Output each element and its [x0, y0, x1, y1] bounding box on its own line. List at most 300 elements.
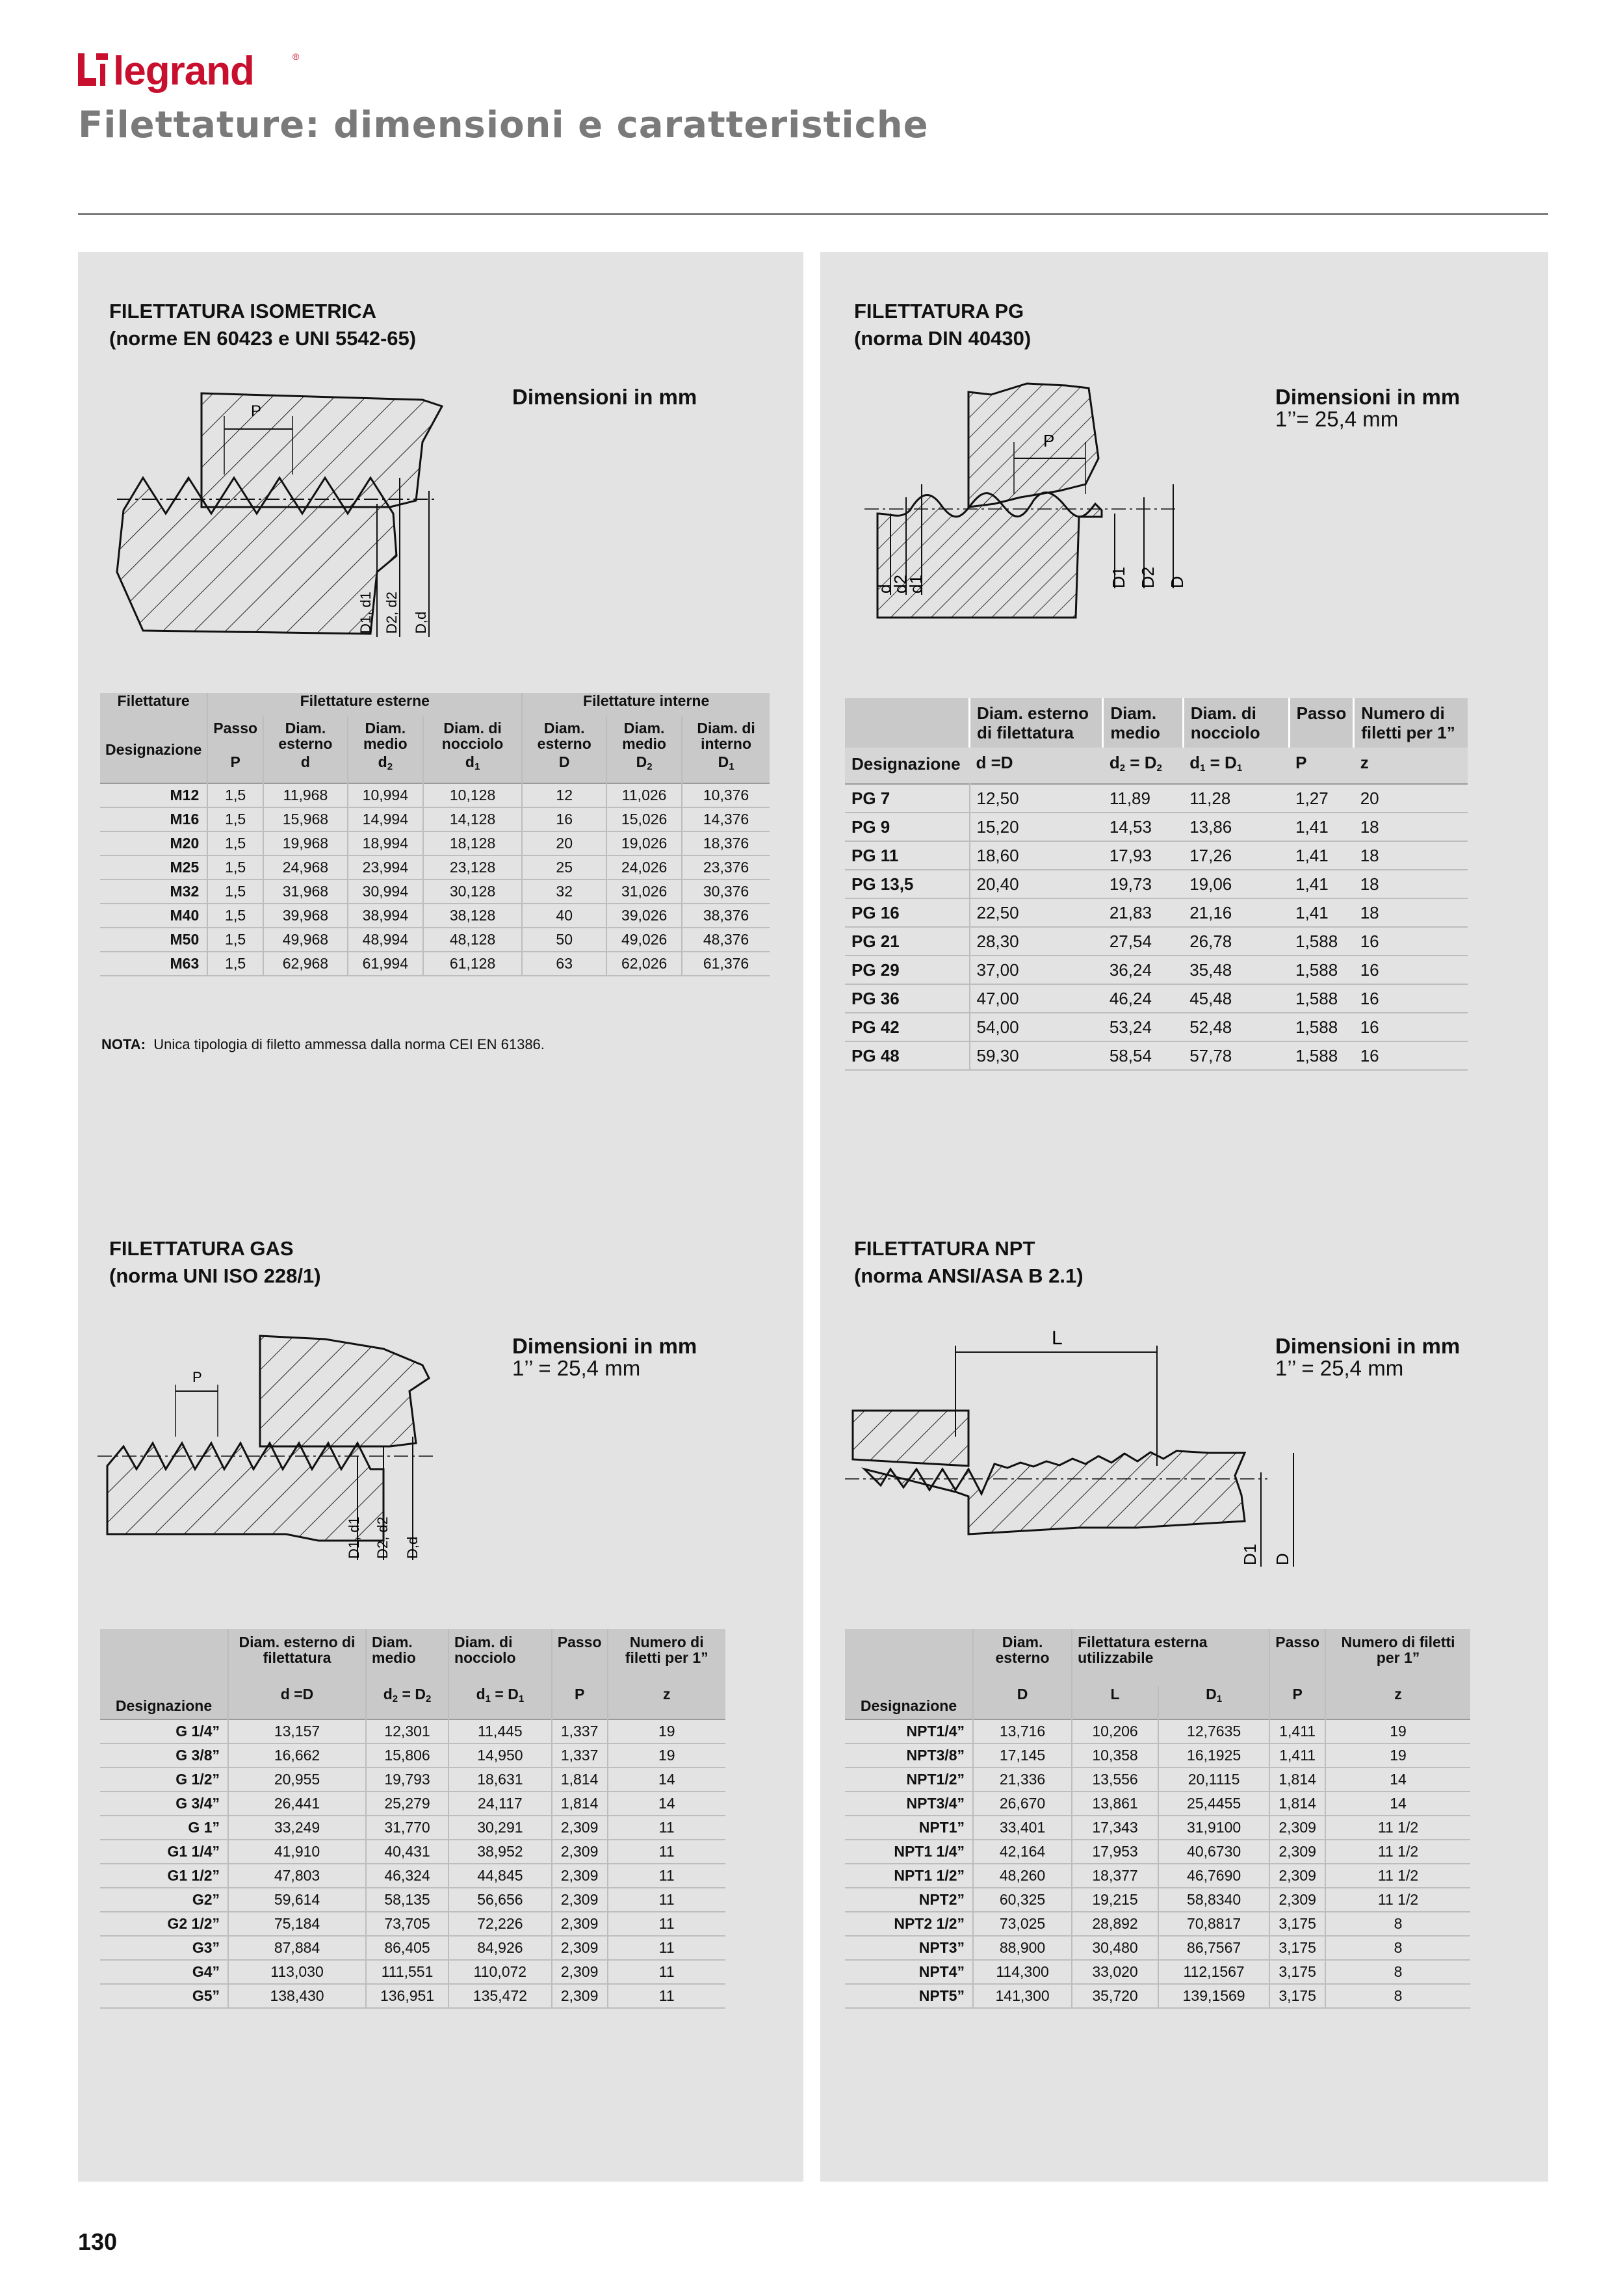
table-cell: 15,20 — [970, 813, 1103, 841]
table-cell: 13,157 — [228, 1719, 366, 1743]
row-designation: NPT1 1/4” — [845, 1840, 973, 1864]
table-cell: 17,26 — [1183, 841, 1289, 870]
table-cell: 14,376 — [682, 807, 770, 831]
table-cell: 15,026 — [606, 807, 682, 831]
table-cell: 26,441 — [228, 1792, 366, 1816]
row-designation: NPT1/4” — [845, 1719, 973, 1743]
table-row — [100, 783, 770, 807]
svg-text:d: d — [875, 584, 894, 594]
table-row — [845, 956, 1468, 984]
svg-text:D2: D2 — [1138, 566, 1158, 588]
table-cell: 25 — [522, 855, 606, 880]
table-cell: 70,8817 — [1158, 1912, 1269, 1936]
table-cell: 11 — [608, 1816, 726, 1840]
table-cell: 1,27 — [1289, 784, 1354, 813]
row-designation: NPT1” — [845, 1816, 973, 1840]
table-row — [845, 898, 1468, 927]
row-designation: NPT3” — [845, 1936, 973, 1960]
table-cell: 47,803 — [228, 1864, 366, 1888]
table-cell: 12,301 — [366, 1719, 448, 1743]
iso-note: NOTA: Unica tipologia di filetto ammessa dalla norma CEI EN 61386. — [101, 1036, 545, 1052]
header-divider — [78, 213, 1548, 215]
table-cell: 26,670 — [973, 1792, 1072, 1816]
table-cell: 21,16 — [1183, 898, 1289, 927]
table-cell: 14 — [1325, 1768, 1470, 1792]
table-cell: 24,026 — [606, 855, 682, 880]
table-cell: 30,376 — [682, 880, 770, 904]
row-designation: G 3/4” — [100, 1792, 228, 1816]
table-cell: 1,5 — [207, 904, 263, 928]
iso-table: Filettature Filettature esterne Filettature interne Designazione Passo Diam. esterno Diam. medio Diam. di nocciolo Diam. esterno Diam. medio Diam. di interno P d $d_2$ $d_1$ D $D_2$ $D_1$ M12 1,5 11,968 10,994 10,128 12 11,026 10,376 M16 1,5 15,968 14,994 14,128 16 15,026 14,376 M20 1,5 19,968 18,994 18,128 20 19,026 18,376 M25 1,5 24,968 23,994 23,128 25 24,026 23,376 M32 1,5 31,968 30,994 30,128 32 31,026 30,376 M40 1,5 39,968 38,994 38,128 40 39,026 38,376 M50 1,5 49,968 48,994 48,128 50 49,026 48,376 M63 1,5 62,968 61,994 61,128 63 62,026 61,376 — [100, 693, 770, 976]
table-cell: 11,445 — [448, 1719, 552, 1743]
row-designation: M20 — [100, 831, 207, 855]
table-row — [100, 1816, 725, 1840]
table-cell: 2,309 — [1269, 1816, 1325, 1840]
table-cell: 16 — [1354, 956, 1468, 984]
table-cell: 39,968 — [263, 904, 348, 928]
table-cell: 26,78 — [1183, 927, 1289, 956]
table-cell: 11 — [608, 1864, 726, 1888]
table-cell: 114,300 — [973, 1960, 1072, 1984]
table-cell: 86,405 — [366, 1936, 448, 1960]
table-cell: 21,336 — [973, 1768, 1072, 1792]
table-cell: 1,588 — [1289, 984, 1354, 1013]
row-designation: G 1/4” — [100, 1719, 228, 1743]
table-cell: 32 — [522, 880, 606, 904]
table-row — [845, 1960, 1470, 1984]
table-cell: 40 — [522, 904, 606, 928]
svg-text:D2, d2: D2, d2 — [374, 1517, 391, 1559]
table-cell: 13,861 — [1072, 1792, 1158, 1816]
table-cell: 31,026 — [606, 880, 682, 904]
table-cell: 54,00 — [970, 1013, 1103, 1041]
table-cell: 141,300 — [973, 1984, 1072, 2008]
row-designation: G2 1/2” — [100, 1912, 228, 1936]
table-cell: 1,41 — [1289, 898, 1354, 927]
table-cell: 11,28 — [1183, 784, 1289, 813]
table-cell: 46,24 — [1103, 984, 1183, 1013]
table-cell: 3,175 — [1269, 1936, 1325, 1960]
table-row — [845, 1888, 1470, 1912]
table-cell: 40,6730 — [1158, 1840, 1269, 1864]
table-cell: 18 — [1354, 813, 1468, 841]
table-cell: 48,994 — [348, 928, 423, 952]
row-designation: M63 — [100, 952, 207, 976]
table-cell: 19,026 — [606, 831, 682, 855]
table-cell: 112,1567 — [1158, 1960, 1269, 1984]
row-designation: PG 9 — [845, 813, 970, 841]
table-cell: 20,1115 — [1158, 1768, 1269, 1792]
table-cell: 1,5 — [207, 952, 263, 976]
table-cell: 63 — [522, 952, 606, 976]
table-cell: 56,656 — [448, 1888, 552, 1912]
table-row — [845, 1984, 1470, 2008]
table-cell: 1,5 — [207, 831, 263, 855]
npt-dimensions: Dimensioni in mm 1’’ = 25,4 mm — [1275, 1334, 1461, 1380]
table-cell: 1,5 — [207, 807, 263, 831]
table-cell: 1,814 — [1269, 1768, 1325, 1792]
row-designation: NPT1/2” — [845, 1768, 973, 1792]
table-cell: 38,952 — [448, 1840, 552, 1864]
table-cell: 16 — [1354, 927, 1468, 956]
table-cell: 50 — [522, 928, 606, 952]
table-cell: 61,128 — [423, 952, 522, 976]
table-row — [845, 813, 1468, 841]
npt-title: FILETTATURA NPT (norma ANSI/ASA B 2.1) — [854, 1237, 1084, 1287]
table-cell: 2,309 — [552, 1840, 608, 1864]
table-cell: 86,7567 — [1158, 1936, 1269, 1960]
row-designation: M25 — [100, 855, 207, 880]
row-designation: NPT4” — [845, 1960, 973, 1984]
table-cell: 24,117 — [448, 1792, 552, 1816]
table-cell: 2,309 — [1269, 1888, 1325, 1912]
table-cell: 87,884 — [228, 1936, 366, 1960]
table-cell: 62,968 — [263, 952, 348, 976]
table-cell: 35,720 — [1072, 1984, 1158, 2008]
table-cell: 18,994 — [348, 831, 423, 855]
table-cell: 2,309 — [552, 1960, 608, 1984]
table-cell: 1,814 — [552, 1792, 608, 1816]
table-cell: 139,1569 — [1158, 1984, 1269, 2008]
row-designation: M40 — [100, 904, 207, 928]
table-row — [100, 1719, 725, 1743]
row-designation: NPT2 1/2” — [845, 1912, 973, 1936]
table-cell: 2,309 — [552, 1888, 608, 1912]
table-cell: 35,48 — [1183, 956, 1289, 984]
row-designation: PG 21 — [845, 927, 970, 956]
table-cell: 28,30 — [970, 927, 1103, 956]
table-cell: 20 — [1354, 784, 1468, 813]
row-designation: PG 16 — [845, 898, 970, 927]
table-cell: 10,358 — [1072, 1743, 1158, 1768]
table-cell: 19,215 — [1072, 1888, 1158, 1912]
table-cell: 73,025 — [973, 1912, 1072, 1936]
table-cell: 15,806 — [366, 1743, 448, 1768]
table-cell: 19 — [1325, 1719, 1470, 1743]
table-cell: 11,026 — [606, 783, 682, 807]
table-cell: 57,78 — [1183, 1041, 1289, 1070]
table-cell: 135,472 — [448, 1984, 552, 2008]
table-cell: 21,83 — [1103, 898, 1183, 927]
table-row — [100, 1792, 725, 1816]
table-cell: 15,968 — [263, 807, 348, 831]
table-cell: 2,309 — [552, 1912, 608, 1936]
table-cell: 17,93 — [1103, 841, 1183, 870]
table-cell: 3,175 — [1269, 1912, 1325, 1936]
table-cell: 19 — [608, 1719, 726, 1743]
row-designation: G2” — [100, 1888, 228, 1912]
row-designation: G4” — [100, 1960, 228, 1984]
table-cell: 2,309 — [552, 1936, 608, 1960]
table-row — [845, 784, 1468, 813]
table-cell: 1,337 — [552, 1719, 608, 1743]
svg-text:P: P — [1043, 431, 1055, 450]
table-cell: 19,968 — [263, 831, 348, 855]
table-cell: 1,588 — [1289, 1013, 1354, 1041]
pg-dimensions: Dimensioni in mm 1’’= 25,4 mm — [1275, 385, 1461, 431]
table-cell: 17,343 — [1072, 1816, 1158, 1840]
table-cell: 111,551 — [366, 1960, 448, 1984]
table-cell: 1,41 — [1289, 813, 1354, 841]
table-cell: 14 — [608, 1768, 726, 1792]
table-cell: 27,54 — [1103, 927, 1183, 956]
brand-name: legrand — [113, 49, 254, 94]
table-cell: 28,892 — [1072, 1912, 1158, 1936]
table-cell: 61,994 — [348, 952, 423, 976]
table-cell: 11,968 — [263, 783, 348, 807]
row-designation: PG 7 — [845, 784, 970, 813]
table-cell: 58,135 — [366, 1888, 448, 1912]
table-cell: 16 — [1354, 1013, 1468, 1041]
pg-table: Diam. esterno di filettatura Diam. medio Diam. di nocciolo Passo Numero di filetti per 1” Designazione d =D $d_2 = D_2$ $d_1 = D_1$ P z PG 7 12,50 11,89 11,28 1,27 20 PG 9 15,20 14,53 13,86 1,41 18 PG 11 18,60 17,93 17,26 1,41 18 PG 13,5 20,40 19,73 19,06 1,41 18 PG 16 22,50 21,83 21,16 1,41 18 PG 21 28,30 27,54 26,78 1,588 16 PG 29 37,00 36,24 35,48 1,588 16 PG 36 47,00 46,24 45,48 1,588 16 PG 42 54,00 53,24 52,48 1,588 16 PG 48 59,30 58,54 57,78 1,588 16 — [845, 698, 1468, 1071]
table-cell: 14,950 — [448, 1743, 552, 1768]
table-cell: 8 — [1325, 1936, 1470, 1960]
row-designation: PG 29 — [845, 956, 970, 984]
table-cell: 23,994 — [348, 855, 423, 880]
table-row — [100, 855, 770, 880]
table-row — [100, 1960, 725, 1984]
table-cell: 13,716 — [973, 1719, 1072, 1743]
table-row — [845, 1912, 1470, 1936]
table-cell: 18 — [1354, 870, 1468, 898]
table-cell: 48,260 — [973, 1864, 1072, 1888]
table-cell: 24,968 — [263, 855, 348, 880]
table-cell: 30,291 — [448, 1816, 552, 1840]
table-cell: 1,337 — [552, 1743, 608, 1768]
gas-table: Designazione Diam. esterno di filettatura Diam. medio Diam. di nocciolo Passo Numero di filetti per 1” d =D $d_2 = D_2$ $d_1 = D_1$ P z G 1/4” 13,157 12,301 11,445 1,337 19 G 3/8” 16,662 15,806 14,950 1,337 19 G 1/2” 20,955 19,793 18,631 1,814 14 G 3/4” 26,441 25,279 24,117 1,814 14 G 1” 33,249 31,770 30,291 2,309 11 G1 1/4” 41,910 40,431 38,952 2,309 11 G1 1/2” 47,803 46,324 44,845 2,309 11 G2” 59,614 58,135 56,656 2,309 11 G2 1/2” 75,184 73,705 72,226 2,309 11 G3” 87,884 86,405 84,926 2,309 11 G4” 113,030 111,551 110,072 2,309 11 G5” 138,430 136,951 135,472 2,309 11 — [100, 1629, 725, 2009]
table-cell: 37,00 — [970, 956, 1103, 984]
row-designation: G1 1/4” — [100, 1840, 228, 1864]
table-cell: 72,226 — [448, 1912, 552, 1936]
table-cell: 8 — [1325, 1984, 1470, 2008]
svg-text:D: D — [1167, 576, 1187, 588]
table-cell: 8 — [1325, 1960, 1470, 1984]
row-designation: G 1/2” — [100, 1768, 228, 1792]
table-cell: 1,814 — [552, 1768, 608, 1792]
table-row — [100, 904, 770, 928]
table-row — [845, 1792, 1470, 1816]
table-cell: 59,30 — [970, 1041, 1103, 1070]
table-row — [845, 1768, 1470, 1792]
table-cell: 1,588 — [1289, 1041, 1354, 1070]
svg-text:D: D — [1273, 1553, 1292, 1565]
svg-text:D1, d1: D1, d1 — [346, 1517, 362, 1559]
row-designation: PG 13,5 — [845, 870, 970, 898]
table-cell: 19 — [608, 1743, 726, 1768]
table-cell: 30,994 — [348, 880, 423, 904]
table-cell: 11,89 — [1103, 784, 1183, 813]
table-cell: 62,026 — [606, 952, 682, 976]
table-cell: 47,00 — [970, 984, 1103, 1013]
table-cell: 58,8340 — [1158, 1888, 1269, 1912]
iso-thread-diagram — [97, 384, 461, 647]
table-row — [100, 928, 770, 952]
table-cell: 14,994 — [348, 807, 423, 831]
table-cell: 136,951 — [366, 1984, 448, 2008]
page-title: Filettature: dimensioni e caratteristiche — [78, 104, 929, 146]
table-cell: 16,662 — [228, 1743, 366, 1768]
table-cell: 13,86 — [1183, 813, 1289, 841]
table-cell: 46,7690 — [1158, 1864, 1269, 1888]
table-cell: 18 — [1354, 841, 1468, 870]
svg-text:D1, d1: D1, d1 — [357, 592, 374, 634]
row-designation: NPT5” — [845, 1984, 973, 2008]
row-designation: NPT2” — [845, 1888, 973, 1912]
row-designation: NPT3/4” — [845, 1792, 973, 1816]
table-cell: 3,175 — [1269, 1984, 1325, 2008]
table-row — [100, 1984, 725, 2008]
table-cell: 19,73 — [1103, 870, 1183, 898]
table-cell: 1,5 — [207, 928, 263, 952]
table-cell: 14,53 — [1103, 813, 1183, 841]
svg-text:D,d: D,d — [413, 611, 429, 634]
table-cell: 60,325 — [973, 1888, 1072, 1912]
svg-text:d2: d2 — [890, 575, 910, 594]
table-cell: 48,376 — [682, 928, 770, 952]
table-row — [845, 1719, 1470, 1743]
table-cell: 20,955 — [228, 1768, 366, 1792]
table-cell: 2,309 — [1269, 1864, 1325, 1888]
npt-thread-diagram — [845, 1320, 1300, 1583]
table-row — [845, 1840, 1470, 1864]
table-cell: 1,5 — [207, 783, 263, 807]
svg-text:D1: D1 — [1109, 566, 1128, 588]
table-cell: 45,48 — [1183, 984, 1289, 1013]
row-designation: G5” — [100, 1984, 228, 2008]
iso-title: FILETTATURA ISOMETRICA (norme EN 60423 e UNI 5542-65) — [109, 300, 417, 350]
table-row — [845, 841, 1468, 870]
table-cell: 30,480 — [1072, 1936, 1158, 1960]
table-cell: 16 — [1354, 1041, 1468, 1070]
table-cell: 42,164 — [973, 1840, 1072, 1864]
npt-table: Designazione Diam. esterno Filettatura esterna utilizzabile Passo Numero di filetti per 1” D L $D_1$ P z NPT1/4” 13,716 10,206 12,7635 1,411 19 NPT3/8” 17,145 10,358 16,1925 1,411 19 NPT1/2” 21,336 13,556 20,1115 1,814 14 NPT3/4” 26,670 13,861 25,4455 1,814 14 NPT1” 33,401 17,343 31,9100 2,309 11 1/2 NPT1 1/4” 42,164 17,953 40,6730 2,309 11 1/2 NPT1 1/2” 48,260 18,377 46,7690 2,309 11 1/2 NPT2” 60,325 19,215 58,8340 2,309 11 1/2 NPT2 1/2” 73,025 28,892 70,8817 3,175 8 NPT3” 88,900 30,480 86,7567 3,175 8 NPT4” 114,300 33,020 112,1567 3,175 8 NPT5” 141,300 35,720 139,1569 3,175 8 — [845, 1629, 1470, 2009]
table-row — [100, 1912, 725, 1936]
table-cell: 44,845 — [448, 1864, 552, 1888]
table-cell: 48,128 — [423, 928, 522, 952]
table-cell: 23,128 — [423, 855, 522, 880]
table-cell: 2,309 — [552, 1864, 608, 1888]
gas-dimensions: Dimensioni in mm 1’’ = 25,4 mm — [512, 1334, 697, 1380]
table-cell: 49,026 — [606, 928, 682, 952]
table-cell: 25,4455 — [1158, 1792, 1269, 1816]
table-row — [100, 807, 770, 831]
table-cell: 11 1/2 — [1325, 1816, 1470, 1840]
table-cell: 2,309 — [552, 1984, 608, 2008]
table-cell: 1,411 — [1269, 1719, 1325, 1743]
table-cell: 39,026 — [606, 904, 682, 928]
table-cell: 13,556 — [1072, 1768, 1158, 1792]
svg-text:®: ® — [292, 51, 300, 62]
row-designation: M32 — [100, 880, 207, 904]
table-cell: 11 — [608, 1960, 726, 1984]
svg-text:D1: D1 — [1240, 1543, 1260, 1565]
svg-text:d1: d1 — [906, 575, 926, 594]
table-cell: 14,128 — [423, 807, 522, 831]
table-cell: 40,431 — [366, 1840, 448, 1864]
table-row — [100, 1864, 725, 1888]
table-cell: 12 — [522, 783, 606, 807]
table-cell: 12,50 — [970, 784, 1103, 813]
row-designation: M12 — [100, 783, 207, 807]
table-cell: 11 — [608, 1984, 726, 2008]
table-cell: 2,309 — [552, 1816, 608, 1840]
row-designation: G 3/8” — [100, 1743, 228, 1768]
gas-thread-diagram — [97, 1326, 448, 1570]
table-row — [845, 870, 1468, 898]
table-cell: 75,184 — [228, 1912, 366, 1936]
table-cell: 20 — [522, 831, 606, 855]
svg-text:D,d: D,d — [404, 1536, 421, 1559]
table-cell: 23,376 — [682, 855, 770, 880]
table-row — [845, 1936, 1470, 1960]
page-number: 130 — [78, 2228, 118, 2255]
table-cell: 2,309 — [1269, 1840, 1325, 1864]
pg-thread-diagram — [864, 380, 1215, 631]
table-row — [845, 1816, 1470, 1840]
table-cell: 10,206 — [1072, 1719, 1158, 1743]
table-cell: 1,41 — [1289, 841, 1354, 870]
row-designation: M16 — [100, 807, 207, 831]
table-cell: 11 1/2 — [1325, 1840, 1470, 1864]
table-cell: 31,968 — [263, 880, 348, 904]
table-row — [100, 1888, 725, 1912]
table-cell: 38,376 — [682, 904, 770, 928]
table-cell: 14 — [1325, 1792, 1470, 1816]
table-cell: 88,900 — [973, 1936, 1072, 1960]
row-designation: M50 — [100, 928, 207, 952]
table-row — [100, 1768, 725, 1792]
table-cell: 11 — [608, 1888, 726, 1912]
table-cell: 31,9100 — [1158, 1816, 1269, 1840]
table-cell: 16 — [522, 807, 606, 831]
table-row — [100, 1743, 725, 1768]
table-cell: 138,430 — [228, 1984, 366, 2008]
row-designation: PG 11 — [845, 841, 970, 870]
table-cell: 19,793 — [366, 1768, 448, 1792]
table-cell: 10,128 — [423, 783, 522, 807]
table-cell: 14 — [608, 1792, 726, 1816]
table-cell: 8 — [1325, 1912, 1470, 1936]
table-cell: 38,128 — [423, 904, 522, 928]
svg-text:P: P — [192, 1369, 202, 1385]
table-cell: 33,249 — [228, 1816, 366, 1840]
svg-text:L: L — [1052, 1327, 1063, 1349]
table-cell: 1,588 — [1289, 956, 1354, 984]
table-cell: 84,926 — [448, 1936, 552, 1960]
row-designation: NPT1 1/2” — [845, 1864, 973, 1888]
table-cell: 19,06 — [1183, 870, 1289, 898]
table-row — [845, 1013, 1468, 1041]
table-cell: 18,60 — [970, 841, 1103, 870]
table-cell: 11 — [608, 1912, 726, 1936]
table-cell: 61,376 — [682, 952, 770, 976]
table-cell: 1,5 — [207, 880, 263, 904]
table-cell: 52,48 — [1183, 1013, 1289, 1041]
table-row — [845, 984, 1468, 1013]
table-row — [100, 952, 770, 976]
table-cell: 53,24 — [1103, 1013, 1183, 1041]
row-designation: NPT3/8” — [845, 1743, 973, 1768]
row-designation: PG 42 — [845, 1013, 970, 1041]
table-cell: 17,145 — [973, 1743, 1072, 1768]
table-cell: 11 — [608, 1936, 726, 1960]
row-designation: G1 1/2” — [100, 1864, 228, 1888]
table-cell: 110,072 — [448, 1960, 552, 1984]
table-cell: 12,7635 — [1158, 1719, 1269, 1743]
row-designation: G 1” — [100, 1816, 228, 1840]
table-cell: 11 — [608, 1840, 726, 1864]
table-cell: 19 — [1325, 1743, 1470, 1768]
